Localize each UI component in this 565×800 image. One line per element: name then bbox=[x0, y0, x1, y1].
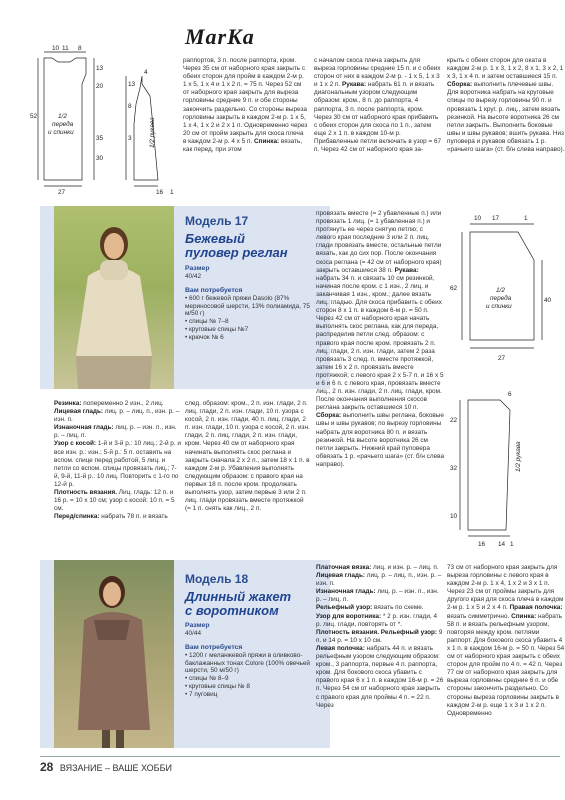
model18-text-column-4: 73 см от наборного края закрыть для выреза горловины с левого края в каждом 2-м р. 1 х 4, 1 х 2 и 3 х 1 п. Через 23 см от проймы закрыть для другого края для скоса плеча в каждом 2-м р. 1 х 5 и 2 х 4 п. Правая полочка: вязать симметрично. Спинка: набрать 58 п. и вязать рельефным узором, повторяя между кром. петлями раппорт. Для бокового скоса убавить 4 х 1 п. в каждом 16-м р. = 50 п. Через 54 см от наборного края закрыть с обеих сторон для пройм по 4 п. = 42 п. Через 77 см от наборного края закрыть для выреза горловины средние 6 п. и обе стороны закончить раздельно. Со стороны выреза горловины закрыть в каждом 2-м р. еще 1 х 3 и 1 х 2 п. Одновременно bbox=[447, 564, 565, 717]
svg-text:10: 10 bbox=[474, 215, 482, 222]
model17-text-column-2: след. образом: кром., 2 п. изн. глади, 2 п. лиц. глади, 2 п. изн. глади, 10 п. узора с косой, 2 п. изн. глади, 40 п. лиц. глади, 2 п. изн. глади, 10 п. узора с косой, 2 п. изн. глади, 2 п. лиц. глади, 2 п. изн. глади, кром. Через 40 см от наборного края начинать выполнять скос реглана и закрыть сначала 2 х 2 п., затем 18 х 1 п. в каждом 2-м р. Убавления выполнять следующим образом: с правого края на первых 18 п. после кром. продолжать выполнять узор, затем первые 3 или 2 п. лиц. глади провязать вместе протяжкой (= 1 п. снять как лиц., 2 п. bbox=[185, 400, 310, 513]
svg-text:27: 27 bbox=[58, 189, 66, 194]
model17-title: Модель 17 bbox=[185, 214, 249, 228]
model18-title: Модель 18 bbox=[185, 572, 249, 586]
svg-text:8: 8 bbox=[128, 103, 132, 110]
svg-text:16: 16 bbox=[478, 541, 486, 548]
svg-text:1: 1 bbox=[510, 541, 514, 548]
svg-text:и спинки: и спинки bbox=[486, 303, 512, 310]
model17-photo bbox=[54, 206, 174, 389]
model17-text-column-1: Резинка: попеременно 2 изн., 2 лиц. Лицевая гладь: лиц. р. – лиц. п., изн. р. – изн. п. Изнаночная гладь: лиц. р. – изн. п., изн. р. – лиц. п. Узор с косой: 1-й и 3-й р.: 10 лиц.; 2-й р. и все изн. р.: изн.; 5-й р.: 5 п. оставить на вспом. спице перед работой, 5 лиц. и петли со вспом. спицы провязать лиц.; 7-й, 9-й, 11-й р.: 10 лиц. Повторить с 1-го по 12-й р. Плотность вязания. Лиц. гладь: 12 п. и 16 р. = 10 х 10 см; узор с косой: 10 п. = 5 см. Перед/спинка: набрать 78 п. и вязать bbox=[54, 400, 181, 521]
model17-name: Бежевый пуловер реглан bbox=[185, 231, 288, 260]
model17-text-column-3: провязать вместе (= 2 убавленные п.) или провязать 1 лиц. (= 1 убавленная п.) и протянуть ее через снятую петлю; с левого края последние 3 или 2 п. лиц. глади провязать вместе, остальные петли вязать, как до сих пор. После окончания скоса реглана (= 42 см от наборного края) закрыть оставшиеся 38 п. Рукава: набрать 34 п. и связать 10 см резинкой, начиная после кром. с 1 изн., 2 лиц. и заканчивая 1 изн., кром.; далее вязать лиц. гладью. Для скоса прибавить с обеих сторон 8 х 1 п. в каждом 6-м р. = 50 п. Через 42 см от наборного края начать выполнять скос реглана, как для переда, распределив петли след. образом: с правого края после кром. провязать 2 п. лиц. глади, 2 п. изн. глади, затем 2 раза провязать 3 след. п. вместе протяжкой, затем 16 х 2 п. провязать вместе протяжкой; с левого края 2 х 5-7 п. и 16 х 5 и 6 и 6 п. с левого края, провязать вместе лиц., 2 п. изн. глади, 2 п. лиц. глади, кром. После окончания выполнения скосов реглана закрыть оставшиеся 10 п. Сборка: выполнить швы реглана, боковые швы и швы рукавов; по вырезу горловины набрать для воротника 80 п. и вязать резинкой. На высоте воротника 26 см петли закрыть. Нижний край пуловера обвязать 1 р. «рачьего шага» (ст. б/н слева направо). bbox=[316, 210, 444, 468]
model18-photo bbox=[54, 560, 174, 748]
svg-text:1: 1 bbox=[170, 189, 174, 194]
svg-text:3: 3 bbox=[128, 135, 132, 142]
svg-text:16: 16 bbox=[156, 189, 164, 194]
svg-text:30: 30 bbox=[96, 155, 104, 162]
top-text-column-4: крыть с обеих сторон для окатa в каждом 2-м р. 1 х 3, 1 х 2, 8 х 1, 3 х 2, 1 х 3, 1 х 4 п. и затем оставшиеся 15 п. Сборка: выполнить плечевые швы. Для воротника набрать на круговые спицы по вырезу горловины 90 п. и провязать 1 круг. р. лиц., затем вязать резинкой. На высоте воротника 26 см петли закрыть. Выполнить боковые швы и швы рукавов; вшить рукава. Низ пуловера и рукавов обвязать 1 р. «рачьего шага» (ст. б/н слева направо). bbox=[447, 57, 565, 154]
svg-text:1/2: 1/2 bbox=[496, 287, 505, 294]
top-pattern-diagram bbox=[30, 44, 180, 194]
model18-name: Длинный жакет с воротником bbox=[185, 589, 292, 618]
site-logo: MarKa bbox=[185, 24, 255, 49]
svg-text:6: 6 bbox=[508, 391, 512, 398]
sleeve-outline-17 bbox=[468, 400, 510, 530]
top-text-column-3: с началом скоса плеча закрыть для выреза горловины средние 15 п. и с обеих сторон от них в каждом 2-м р. - 1 х 5, 1 х 3 и 1 х 2 п. Рукава: набрать 61 п. и вязать диагональным узором следующим образом: кром., 8 п. до раппорта, 4 раппорта, 3 п. после раппорта, кром. Через 30 см от наборного края прибавить с обеих сторон для скоса по 1 п., затем еще 2 х 1 п. в каждом 10-м р. Прибавленные петли включать в узор = 67 п. Через 42 см от наборного края за- bbox=[314, 57, 442, 154]
svg-text:переда: переда bbox=[52, 121, 74, 128]
mid-pattern-diagram bbox=[448, 210, 563, 550]
model17-specs: Размер 40/42 Вам потребуется • 600 г бежевой пряжи Dasolo (87% мериносовой шерсти, 13% полиамида, 75 м/50 г) • спицы № 7–8 • круговые спицы №7 • крючок № 6 bbox=[185, 265, 310, 341]
page-footer bbox=[40, 760, 172, 774]
footer-rule bbox=[40, 756, 560, 757]
svg-text:40: 40 bbox=[544, 297, 552, 304]
svg-text:10: 10 bbox=[450, 513, 458, 520]
svg-text:13: 13 bbox=[96, 65, 104, 72]
model17-figure bbox=[54, 206, 174, 389]
magazine-title: ВЯЗАНИЕ – ВАШЕ ХОББИ bbox=[59, 763, 172, 773]
svg-text:1/2 рукава: 1/2 рукава bbox=[515, 441, 522, 472]
svg-text:62: 62 bbox=[450, 285, 458, 292]
svg-text:8: 8 bbox=[78, 45, 82, 52]
svg-text:4: 4 bbox=[144, 69, 148, 76]
page-number: 28 bbox=[40, 760, 54, 774]
svg-text:32: 32 bbox=[450, 465, 458, 472]
svg-text:11: 11 bbox=[62, 45, 69, 52]
front-back-outline-17 bbox=[470, 232, 534, 340]
model18-figure bbox=[54, 560, 174, 748]
model18-text-column-3: Платочная вязка: лиц. и изн. р. – лиц. п. Лицевая гладь: лиц. р. – лиц. п., изн. р. – изн. п. Изнаночная гладь: лиц. р. – изн. п., изн. р. – лиц. п. Рельефный узор: вязать по схеме. Узор для воротника: * 2 р. изн. глади, 4 р. лиц. глади, повторять от *. Плотность вязания. Рельефный узор: 9 п. и 14 р. = 10 х 10 см. Левая полочка: набрать 44 п. и вязать рельефным узором следующим образом: кром., 3 раппорта, первые 4 п. раппорта, кром. Для бокового скоса убавить с правого края 6 х 1 п. в каждом 16-м р. = 26 п. Через 54 см от наборного края закрыть с правого края для проймы 4 п. = 22 п. Через bbox=[316, 564, 444, 709]
svg-text:10: 10 bbox=[52, 45, 60, 52]
svg-text:27: 27 bbox=[498, 355, 506, 362]
svg-text:1: 1 bbox=[524, 215, 528, 222]
svg-text:52: 52 bbox=[30, 113, 38, 120]
svg-text:13: 13 bbox=[128, 81, 136, 88]
svg-text:35: 35 bbox=[96, 135, 104, 142]
svg-text:14: 14 bbox=[498, 541, 506, 548]
model18-specs: Размер 40/44 Вам потребуется • 1200 г меланжевой пряжи в оливково-баклажанных тонах Colore (100% овечьей шерсти, 50 м/50 г) • спицы № 8–9 • круговые спицы № 8 • 7 пуговиц bbox=[185, 622, 310, 698]
mid-diagram-labels bbox=[450, 215, 552, 548]
svg-text:переда: переда bbox=[490, 295, 512, 302]
svg-text:1/2 рукава: 1/2 рукава bbox=[149, 117, 156, 148]
svg-text:1/2: 1/2 bbox=[58, 113, 67, 120]
svg-text:17: 17 bbox=[492, 215, 500, 222]
svg-text:и спинки: и спинки bbox=[48, 129, 74, 136]
svg-text:20: 20 bbox=[96, 83, 104, 90]
top-diagram-labels bbox=[30, 45, 174, 194]
svg-text:22: 22 bbox=[450, 417, 458, 424]
top-text-column-2: раппортов, 3 п. после раппорта, кром. Через 35 см от наборного края закрыть с обеих сторон для пройм в каждом 2-м р. 1 х 5, 1 х 4 и 1 х 2 п. = 75 п. Через 52 см от наборного края закрыть для выреза горловины средние 9 п. и обе стороны закончить раздельно. Со стороны выреза горловины закрыть в каждом 2-м р. 1 х 5, 1 х 4, 1 х 2 и 2 х 1 п. Одновременно через 20 см от пройм закрыть для скоса плеча в каждом 2-м р. 4 х 5 п. Спинка: вязать, как перед, при этом bbox=[183, 57, 308, 154]
